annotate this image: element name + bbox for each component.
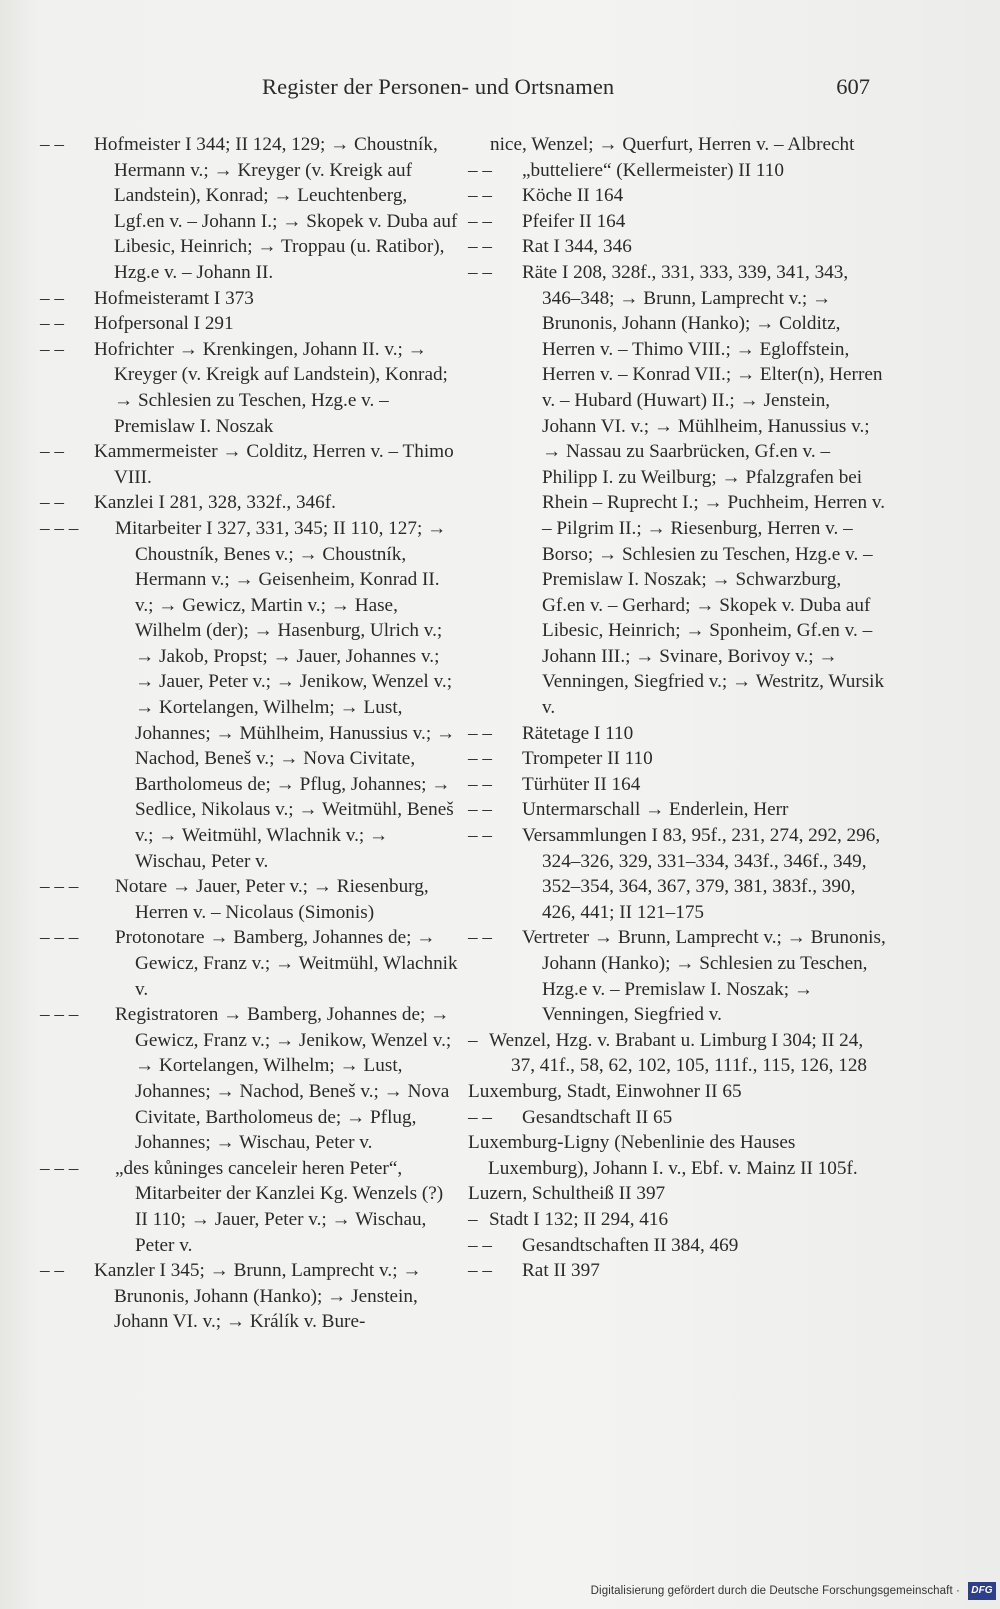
index-entry	[40, 874, 460, 925]
entry-dash: – –	[40, 338, 64, 360]
entry-text: Versammlungen I 83, 95f., 231, 274, 292, 296, 324–326, 329, 331–334, 343f., 346f., 349, 352–354, 364, 367, 379, 381, 383f., 390, 426, 441; II 121–175	[522, 825, 881, 923]
index-entry	[40, 311, 460, 337]
index-entry	[468, 925, 888, 1027]
entry-dash: – –	[468, 773, 492, 795]
entry-dash: – – –	[40, 927, 79, 949]
entry-text: Gesandtschaften II 384, 469	[522, 1234, 739, 1256]
entry-dash: – –	[468, 1234, 492, 1256]
index-entry	[40, 132, 460, 286]
entry-dash: – –	[468, 722, 492, 744]
entry-dash: – –	[40, 134, 64, 155]
index-entry	[468, 823, 888, 925]
entry-text: Trompeter II 110	[522, 748, 653, 770]
index-entry	[40, 337, 460, 439]
index-entry	[468, 772, 888, 798]
entry-text: Untermarschall → Enderlein, Herr	[522, 799, 789, 821]
entry-text: Hofrichter → Krenkingen, Johann II. v.; → Kreyger (v. Kreigk auf Landstein), Konrad; → Schlesien zu Teschen, Hzg.e v. – Premislaw I. Noszak	[94, 338, 448, 437]
entry-dash: –	[468, 1029, 478, 1051]
entry-dash: – –	[468, 210, 492, 232]
digitization-footer	[558, 1580, 996, 1602]
entry-dash: – –	[468, 799, 492, 821]
index-entry	[468, 1258, 888, 1284]
entry-text: Hofmeisteramt I 373	[94, 287, 254, 309]
entry-text: Kanzlei I 281, 328, 332f., 346f.	[94, 492, 336, 514]
entry-text: „butteliere“ (Kellermeister) II 110	[522, 159, 784, 181]
entry-text: Rätetage I 110	[522, 722, 634, 744]
entry-dash: – –	[468, 159, 492, 181]
page-number: 607	[836, 74, 870, 99]
index-entry	[40, 925, 460, 1002]
entry-dash: – –	[468, 185, 492, 207]
page-title: Register der Personen- und Ortsnamen	[262, 74, 615, 99]
index-entry	[40, 439, 460, 490]
index-entry	[468, 260, 888, 721]
index-entry	[468, 158, 888, 184]
entry-dash: – –	[40, 492, 64, 514]
index-entry	[468, 183, 888, 209]
entry-text: Hofpersonal I 291	[94, 313, 234, 335]
dfg-logo: DFG	[968, 1582, 996, 1600]
entry-text: Gesandtschaft II 65	[522, 1106, 673, 1128]
index-entry	[40, 1258, 460, 1335]
index-entry	[468, 1105, 888, 1131]
entry-text: Köche II 164	[522, 185, 624, 207]
footer-text: Digitalisierung gefördert durch die Deutsche Forschungsgemeinschaft ·	[590, 1585, 960, 1597]
entry-text: Rat II 397	[522, 1260, 600, 1282]
index-entry	[40, 516, 460, 874]
entry-dash: – –	[40, 313, 64, 335]
entry-text: Türhüter II 164	[522, 773, 641, 795]
entry-dash: – –	[468, 236, 492, 258]
entry-text: Mitarbeiter I 327, 331, 345; II 110, 127; → Choustník, Benes v.; → Choustník, Hermann v.; → Geisenheim, Konrad II. v.; → Gewicz, Martin v.; → Hase, Wilhelm (der); → Hasenburg, Ulrich v.; → Jakob, Propst; → Jauer, Johannes v.; → Jauer, Peter v.; → Jenikow, Wenzel v.; → Kortelangen, Wilhelm; → Lust, Johannes; → Mühlheim, Hanussius v.; → Nachod, Beneš v.; → Nova Civitate, Bartholomeus de; → Pflug, Johannes; → Sedlice, Nikolaus v.; → Weitmühl, Beneš v.; → Weitmühl, Wlachnik v.; → Wischau, Peter v.	[115, 517, 456, 872]
entry-dash: – –	[40, 287, 64, 309]
entry-text: Registratoren → Bamberg, Johannes de; → Gewicz, Franz v.; → Jenikow, Wenzel v.; → Kortelangen, Wilhelm; → Lust, Johannes; → Nachod, Beneš v.; → Nova Civitate, Bartholomeus de; → Pflug, Johannes; → Wischau, Peter v.	[115, 1004, 452, 1154]
index-entry	[468, 1079, 888, 1105]
entry-dash: – – –	[40, 1157, 79, 1179]
index-entry	[468, 1233, 888, 1259]
index-entry	[468, 797, 888, 823]
index-entry	[468, 234, 888, 260]
entry-dash: – – –	[40, 1004, 79, 1026]
entry-dash: – – –	[40, 876, 79, 898]
index-entry	[490, 132, 888, 158]
index-entry	[468, 746, 888, 772]
entry-dash: – –	[40, 441, 64, 463]
right-column	[468, 132, 888, 1284]
index-entry	[40, 490, 460, 516]
entry-text: Kanzler I 345; → Brunn, Lamprecht v.; → Brunonis, Johann (Hanko); → Jenstein, Johann VI. v.; → Králík v. Bure-	[94, 1260, 422, 1333]
entry-text: Luxemburg-Ligny (Nebenlinie des Hauses Luxemburg), Johann I. v., Ebf. v. Mainz II 105f.	[468, 1132, 858, 1179]
index-entry	[468, 1130, 888, 1181]
entry-dash: –	[468, 1208, 478, 1230]
entry-dash: – –	[468, 1260, 492, 1282]
index-entry	[468, 1028, 888, 1079]
entry-text: Pfeifer II 164	[522, 210, 626, 232]
index-entry	[468, 1181, 888, 1207]
entry-text: Vertreter → Brunn, Lamprecht v.; → Brunonis, Johann (Hanko); → Schlesien zu Teschen, Hzg.e v. – Premislaw I. Noszak; → Venningen, Siegfried v.	[522, 927, 886, 1026]
entry-text: Luxemburg, Stadt, Einwohner II 65	[468, 1080, 742, 1102]
entry-dash: – –	[468, 1106, 492, 1128]
index-entry	[40, 286, 460, 312]
entry-dash: – –	[468, 927, 492, 949]
entry-text: Hofmeister I 344; II 124, 129; → Choustník, Hermann v.; → Kreyger (v. Kreigk auf Landstein), Konrad; → Leuchtenberg, Lgf.en v. – Johann I.; → Skopek v. Duba auf Libesic, Heinrich; → Troppau (u. Ratibor), Hzg.e v. – Johann II.	[94, 134, 458, 283]
entry-dash: – –	[468, 748, 492, 770]
index-entry	[468, 1207, 888, 1233]
entry-text: Räte I 208, 328f., 331, 333, 339, 341, 343, 346–348; → Brunn, Lamprecht v.; → Brunonis, Johann (Hanko); → Colditz, Herren v. – Thimo VIII.; → Egloffstein, Herren v. – Konrad VII.; → Elter(n), Herren v. – Hubard (Huwart) II.; → Jenstein, Johann VI. v.; → Mühlheim, Hanussius v.; → Nassau zu Saarbrücken, Gf.en v. – Philipp I. zu Weilburg; → Pfalzgrafen bei Rhein – Ruprecht I.; → Puchheim, Herren v. – Pilgrim II.; → Riesenburg, Herren v. – Borso; → Schlesien zu Teschen, Hzg.e v. – Premislaw I. Noszak; → Schwarzburg, Gf.en v. – Gerhard; → Skopek v. Duba auf Libesic, Heinrich; → Sponheim, Gf.en v. – Johann III.; → Svinare, Borivoy v.; → Venningen, Siegfried v.; → Westritz, Wursik v.	[522, 261, 885, 719]
entry-dash: – –	[468, 825, 492, 847]
entry-text: Luzern, Schultheiß II 397	[468, 1183, 666, 1205]
index-entry	[468, 209, 888, 235]
index-entry	[40, 1156, 460, 1258]
entry-text: Kammermeister → Colditz, Herren v. – Thimo VIII.	[94, 441, 454, 488]
entry-text: nice, Wenzel; → Querfurt, Herren v. – Albrecht	[490, 134, 855, 155]
left-column	[40, 132, 460, 1335]
index-entry	[468, 721, 888, 747]
entry-text: „des kůninges canceleir heren Peter“, Mitarbeiter der Kanzlei Kg. Wenzels (?) II 110; → Jauer, Peter v.; → Wischau, Peter v.	[115, 1157, 444, 1256]
index-entry	[40, 1002, 460, 1156]
entry-dash: – –	[468, 261, 492, 283]
running-header	[262, 74, 882, 104]
entry-dash: – – –	[40, 517, 79, 539]
entry-text: Rat I 344, 346	[522, 236, 632, 258]
entry-text: Notare → Jauer, Peter v.; → Riesenburg, Herren v. – Nicolaus (Simonis)	[115, 876, 429, 923]
entry-dash: – –	[40, 1260, 64, 1282]
entry-text: Wenzel, Hzg. v. Brabant u. Limburg I 304; II 24, 37, 41f., 58, 62, 102, 105, 111f., 115, 126, 128	[489, 1029, 868, 1077]
entry-text: Stadt I 132; II 294, 416	[489, 1208, 669, 1230]
entry-text: Protonotare → Bamberg, Johannes de; → Gewicz, Franz v.; → Weitmühl, Wlachnik v.	[115, 927, 458, 1000]
